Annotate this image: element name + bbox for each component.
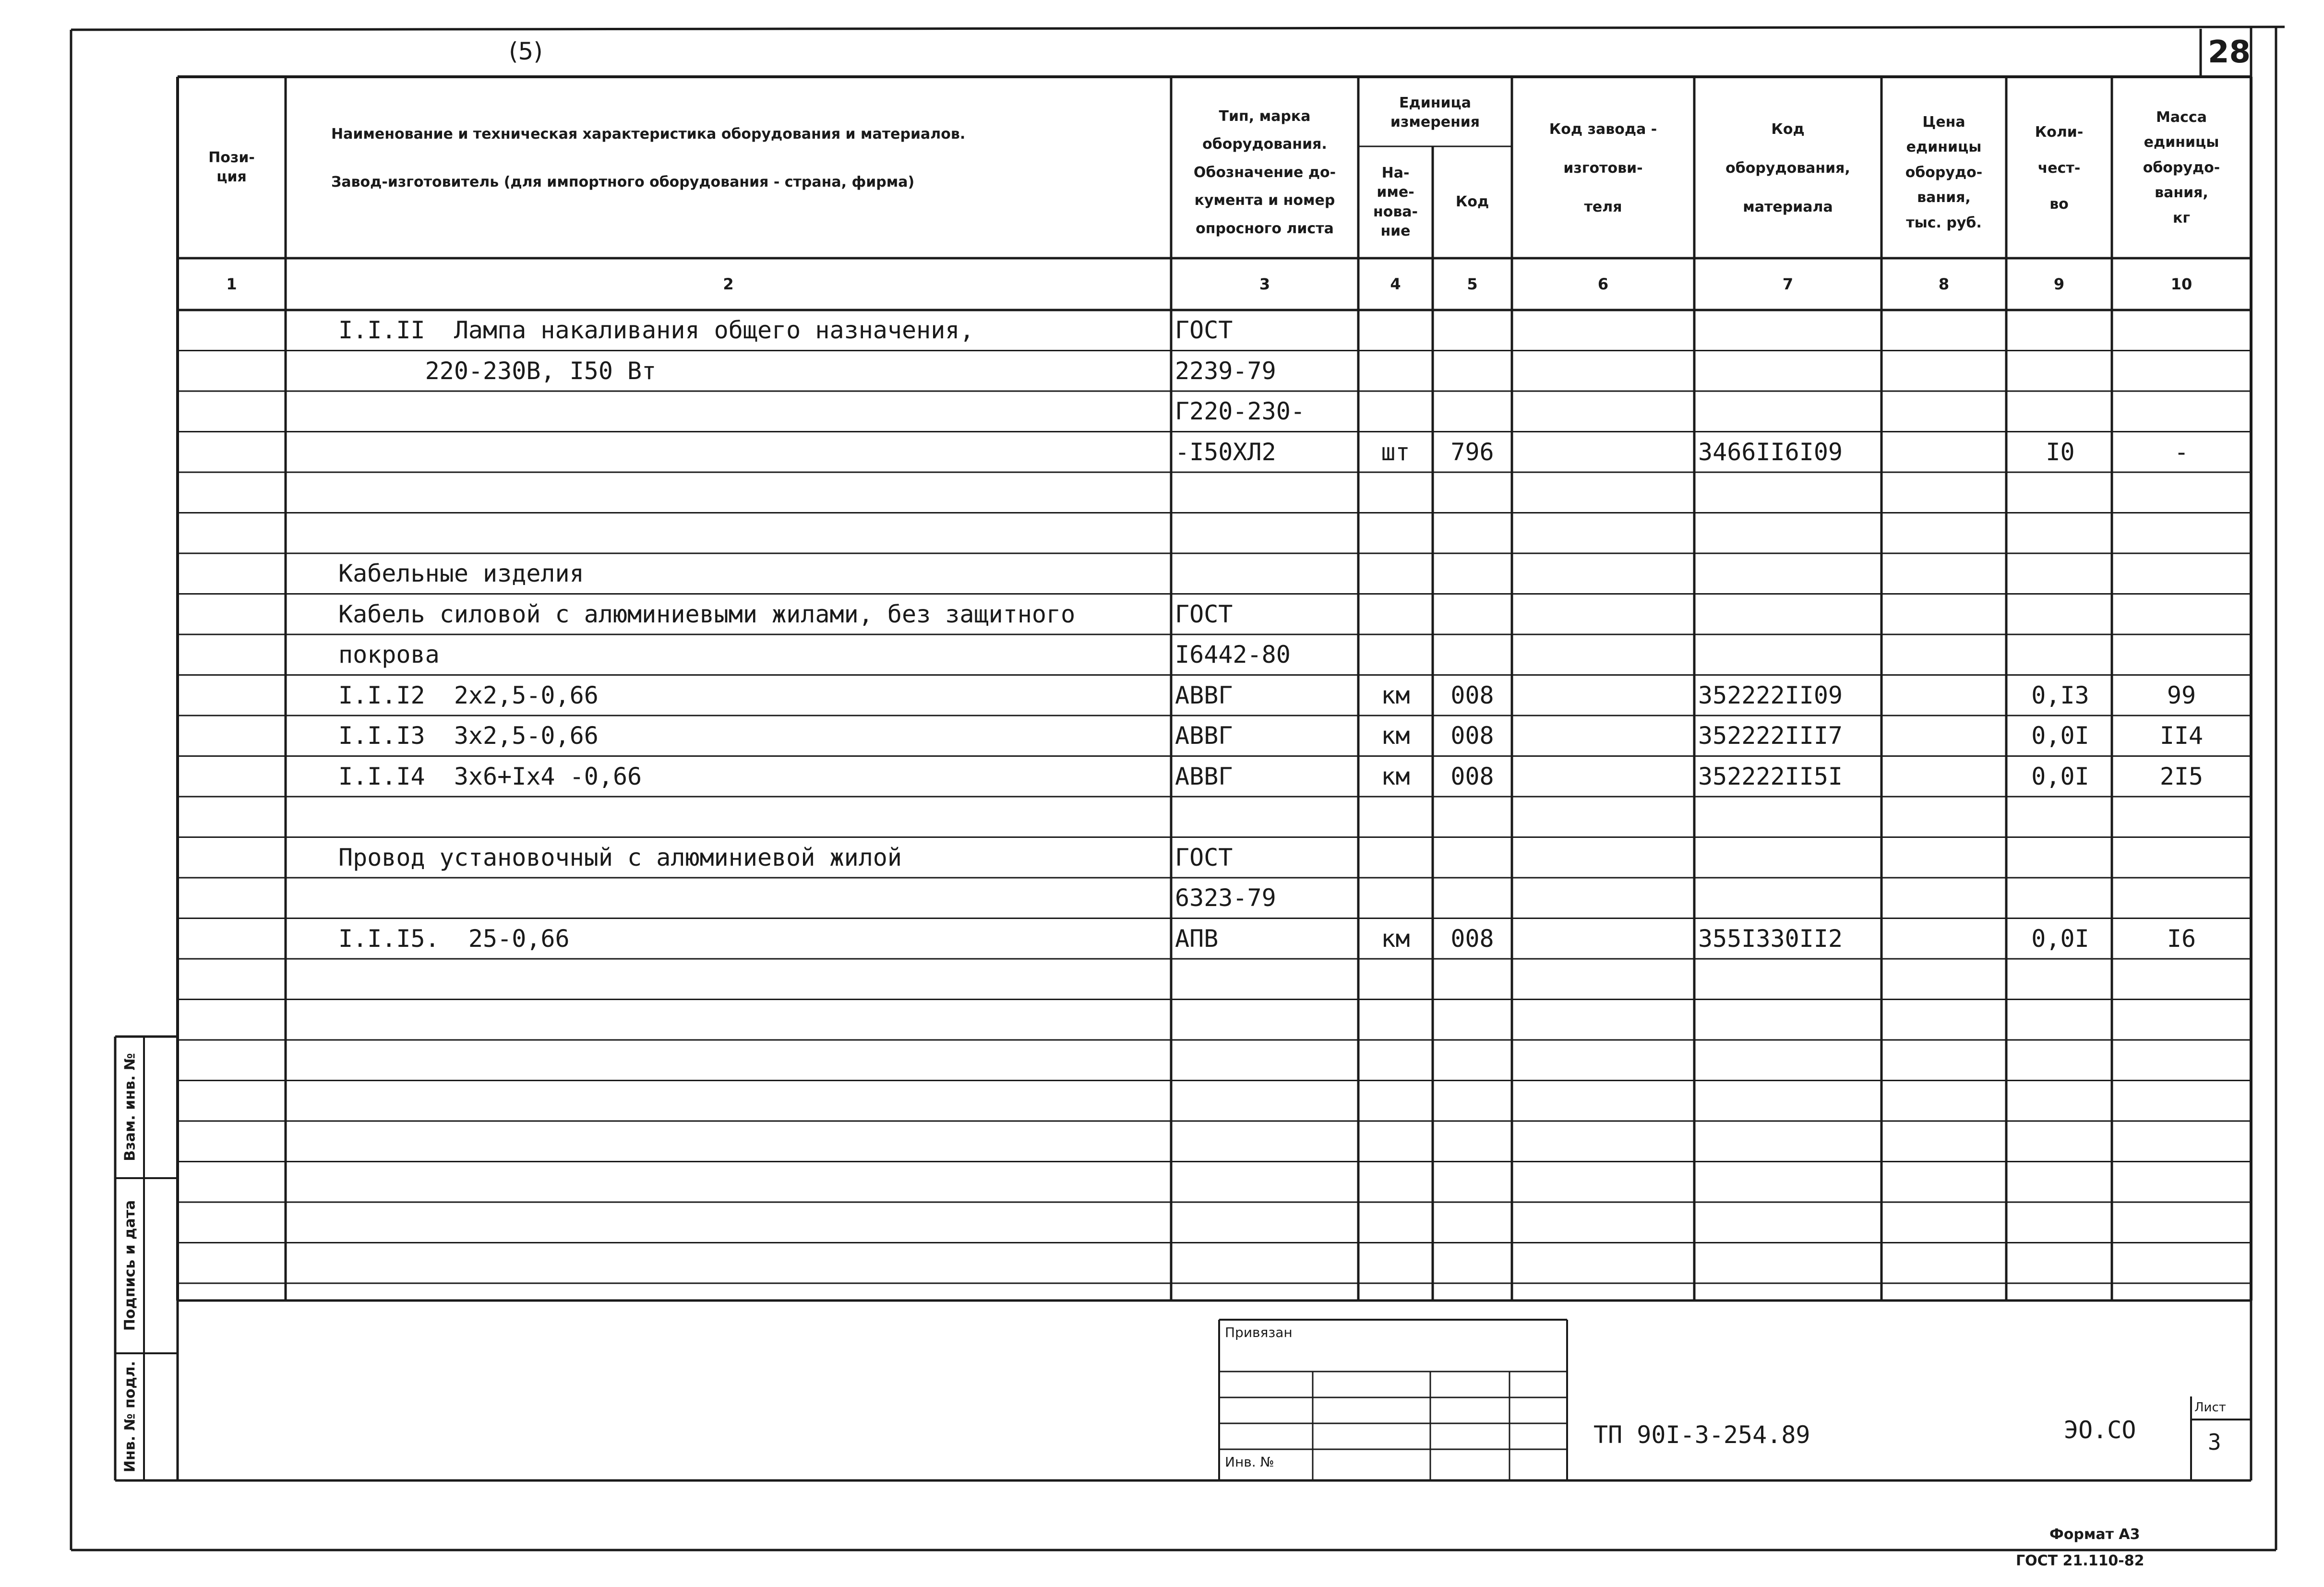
row-c5 (1433, 391, 1512, 432)
colnum-1: 1 (226, 275, 237, 293)
row-c4 (1358, 351, 1433, 392)
row-c9 (2009, 553, 2112, 594)
stamp-podpis-label: Подпись и дата (121, 1200, 138, 1331)
row-c10 (2112, 634, 2251, 675)
colnum-4: 4 (1390, 275, 1401, 293)
format-standard: ГОСТ 21.110-82 (2016, 1552, 2144, 1569)
title-sheet-label: Лист (2194, 1400, 2226, 1415)
row-c7 (1698, 391, 1881, 432)
row-c10 (2112, 878, 2251, 919)
row-c10 (2112, 513, 2251, 554)
row-c3 (1175, 513, 1357, 554)
header-price: Цена единицы оборудо- вания, тыс. руб. (1905, 113, 1983, 231)
row-c10 (2112, 837, 2251, 878)
title-privyazan: Привязан (1225, 1324, 1293, 1340)
row-c9 (2009, 391, 2112, 432)
colnum-3: 3 (1259, 275, 1270, 293)
title-doc-code: ТП 90I-3-254.89 (1593, 1421, 1810, 1449)
title-inv-no: Инв. № (1225, 1454, 1274, 1470)
row-c9: 0,0I (2031, 722, 2089, 750)
colnum-7: 7 (1782, 275, 1794, 293)
colnum-8: 8 (1938, 275, 1950, 293)
row-c3: АВВГ (1175, 762, 1233, 790)
row-c2: I.I.I2 2х2,5-0,66 (338, 681, 599, 709)
row-c2: Провод установочный с алюминиевой жилой (338, 843, 902, 871)
row-c7 (1698, 594, 1881, 635)
header-equipment-code: Код оборудования, материала (1725, 120, 1850, 215)
row-c3: ГОСТ (1175, 316, 1233, 345)
row-c7 (1698, 513, 1881, 554)
row-c3 (1175, 797, 1357, 837)
row-c9: I0 (2046, 438, 2075, 466)
row-c9 (2009, 797, 2112, 837)
row-c10 (2112, 553, 2251, 594)
row-c5: 008 (1450, 681, 1494, 709)
row-c7 (1698, 553, 1881, 594)
row-c4: км (1381, 924, 1410, 953)
row-c9: 0,0I (2031, 924, 2089, 953)
row-c2 (338, 797, 1164, 837)
row-c3: 6323-79 (1175, 884, 1276, 912)
row-c9: 0,0I (2031, 762, 2089, 790)
row-c7: 352222II5I (1698, 762, 1843, 790)
row-c5: 008 (1450, 762, 1494, 790)
row-c5 (1433, 797, 1512, 837)
row-c7: 352222II09 (1698, 681, 1843, 709)
colnum-10: 10 (2170, 275, 2192, 293)
row-c10: 2I5 (2159, 762, 2204, 790)
row-c9 (2009, 351, 2112, 392)
header-factory-code: Код завода - изготови- теля (1549, 120, 1657, 215)
row-c10 (2112, 351, 2251, 392)
row-c7: 355I330II2 (1698, 924, 1843, 953)
row-c5: 796 (1450, 438, 1494, 466)
row-c5 (1433, 351, 1512, 392)
row-c4: км (1381, 762, 1410, 790)
row-c9 (2009, 310, 2112, 351)
row-c5: 008 (1450, 924, 1494, 953)
header-unit-group: Единица измерения (1390, 94, 1480, 131)
row-c2: Кабель силовой с алюминиевыми жилами, без защитного (338, 600, 1076, 628)
row-c7 (1698, 351, 1881, 392)
format-label: Формат А3 (2049, 1526, 2140, 1543)
row-c3: Г220-230- (1175, 397, 1305, 426)
row-c7 (1698, 837, 1881, 878)
colnum-6: 6 (1597, 275, 1609, 293)
row-c2 (338, 432, 1164, 473)
header-unit-name: На- име- нова- ние (1373, 164, 1418, 239)
row-c10: - (2174, 438, 2189, 466)
row-c5 (1433, 878, 1512, 919)
row-c4 (1358, 553, 1433, 594)
header-type: Тип, марка оборудования. Обозначение до- кумента и номер опросного листа (1193, 107, 1336, 237)
stamp-inv-podl (115, 1353, 144, 1480)
section-label: (5) (509, 37, 543, 65)
row-c2 (338, 878, 1164, 919)
row-c4 (1358, 837, 1433, 878)
header-position: Пози- ция (208, 149, 255, 185)
row-c3 (1175, 553, 1357, 594)
title-section-code: ЭО.СО (2064, 1416, 2136, 1444)
row-c10 (2112, 391, 2251, 432)
row-c2: I.I.I3 3х2,5-0,66 (338, 722, 599, 750)
row-c2 (338, 391, 1164, 432)
row-c4 (1358, 472, 1433, 513)
row-c10 (2112, 310, 2251, 351)
stamp-vzam-label: Взам. инв. № (121, 1053, 138, 1161)
header-unit-code: Код (1455, 193, 1489, 211)
row-c5 (1433, 634, 1512, 675)
row-c7 (1698, 797, 1881, 837)
row-c3: I6442-80 (1175, 641, 1291, 669)
row-c5 (1433, 594, 1512, 635)
row-c2 (338, 472, 1164, 513)
row-c2: покрова (338, 641, 440, 669)
row-c5 (1433, 553, 1512, 594)
row-c5 (1433, 310, 1512, 351)
row-c4 (1358, 797, 1433, 837)
row-c4 (1358, 513, 1433, 554)
row-c7 (1698, 310, 1881, 351)
row-c10: 99 (2167, 681, 2196, 709)
header-name-line2: Завод-изготовитель (для импортного оборудования - страна, фирма) (331, 173, 915, 191)
row-c3: АПВ (1175, 924, 1219, 953)
row-c3: -I50ХЛ2 (1175, 438, 1276, 466)
row-c2: 220-230В, I50 Вт (338, 357, 657, 385)
row-c9 (2009, 837, 2112, 878)
row-c7: 352222III7 (1698, 722, 1843, 750)
row-c5 (1433, 472, 1512, 513)
sheet-number-top: 28 (2208, 35, 2251, 70)
row-c7: 3466II6I09 (1698, 438, 1843, 466)
row-c7 (1698, 472, 1881, 513)
row-c7 (1698, 634, 1881, 675)
row-c4: км (1381, 722, 1410, 750)
header-quantity: Коли- чест- во (2035, 123, 2084, 213)
row-c9 (2009, 634, 2112, 675)
row-c4 (1358, 634, 1433, 675)
row-c3: 2239-79 (1175, 357, 1276, 385)
row-c5: 008 (1450, 722, 1494, 750)
row-c2: I.I.II Лампа накаливания общего назначения, (338, 316, 974, 345)
row-c9 (2009, 594, 2112, 635)
row-c5 (1433, 837, 1512, 878)
row-c2: I.I.I5. 25-0,66 (338, 924, 570, 953)
colnum-2: 2 (723, 275, 734, 293)
row-c9 (2009, 878, 2112, 919)
row-c10 (2112, 472, 2251, 513)
row-c5 (1433, 513, 1512, 554)
row-c9 (2009, 472, 2112, 513)
row-c10 (2112, 797, 2251, 837)
row-c2 (338, 513, 1164, 554)
row-c2: Кабельные изделия (338, 560, 584, 588)
row-c3: АВВГ (1175, 681, 1233, 709)
row-c10: I6 (2167, 924, 2196, 953)
row-c3: ГОСТ (1175, 600, 1233, 628)
header-name-line1: Наименование и техническая характеристика оборудования и материалов. (331, 125, 966, 143)
header-mass: Масса единицы оборудо- вания, кг (2143, 108, 2220, 227)
row-c3: ГОСТ (1175, 843, 1233, 871)
stamp-inv-podl-label: Инв. № подл. (121, 1360, 138, 1473)
stamp-podpis (115, 1178, 144, 1353)
row-c4: шт (1381, 438, 1410, 466)
row-c4 (1358, 878, 1433, 919)
row-c4: км (1381, 681, 1410, 709)
row-c4 (1358, 391, 1433, 432)
row-c9 (2009, 513, 2112, 554)
row-c9: 0,I3 (2031, 681, 2089, 709)
stamp-vzam (115, 1037, 144, 1178)
row-c3: АВВГ (1175, 722, 1233, 750)
row-c7 (1698, 878, 1881, 919)
row-c10: II4 (2159, 722, 2204, 750)
row-c10 (2112, 594, 2251, 635)
row-c3 (1175, 472, 1357, 513)
colnum-5: 5 (1467, 275, 1478, 293)
row-c4 (1358, 594, 1433, 635)
row-c4 (1358, 310, 1433, 351)
row-c2: I.I.I4 3х6+Iх4 -0,66 (338, 762, 642, 790)
colnum-9: 9 (2053, 275, 2065, 293)
title-sheet-value: 3 (2208, 1429, 2221, 1455)
